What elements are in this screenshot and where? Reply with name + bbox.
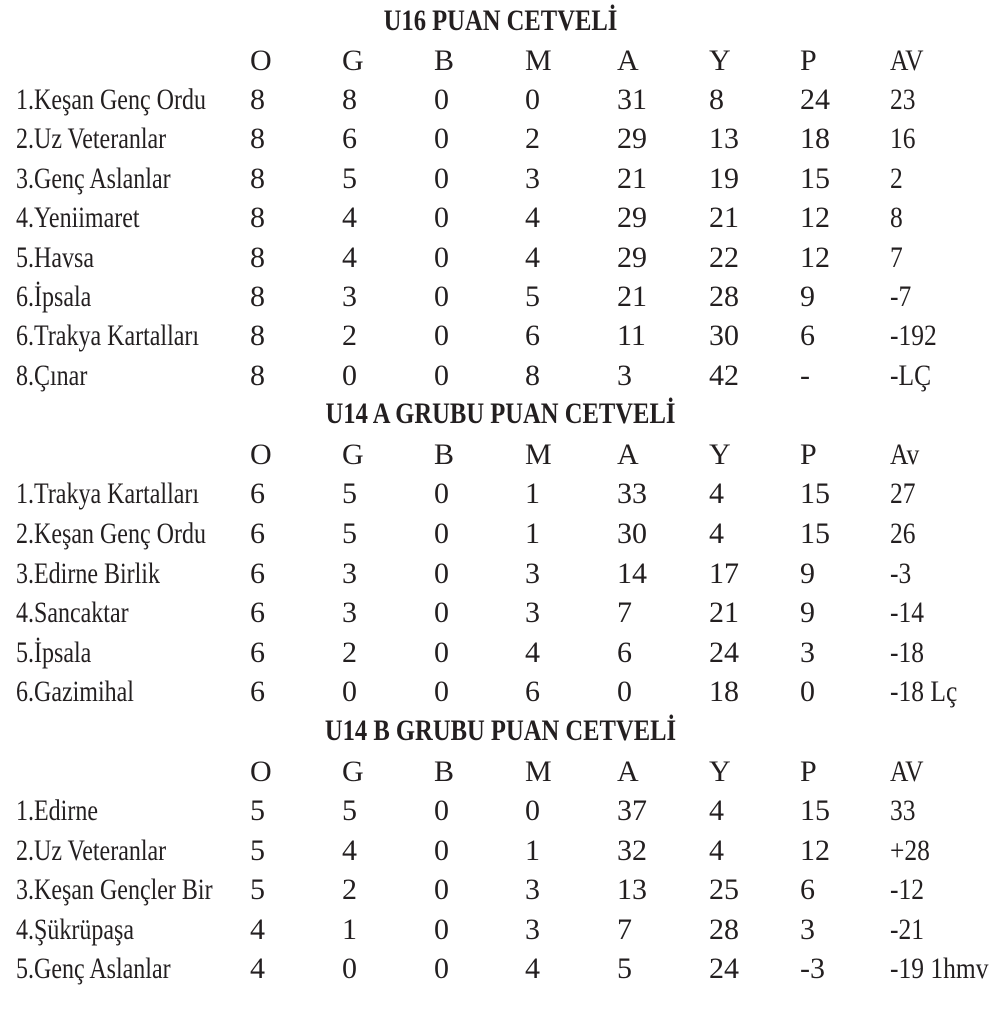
stat-cell: 4 xyxy=(250,952,265,985)
header-cell: M xyxy=(525,438,552,471)
stat-cell: - xyxy=(800,359,810,392)
stat-cell: 4 xyxy=(342,241,357,274)
team-name: 5.Havsa xyxy=(16,241,94,274)
stat-cell: 0 xyxy=(434,557,449,590)
stat-cell: -21 xyxy=(890,913,924,946)
stat-cell: 22 xyxy=(709,241,739,274)
header-cell: Y xyxy=(709,438,731,471)
stat-cell: 8 xyxy=(250,122,265,155)
stat-cell: -3 xyxy=(800,952,825,985)
stat-cell: 28 xyxy=(709,280,739,313)
stat-cell: 8 xyxy=(250,319,265,352)
stat-cell: 4 xyxy=(709,477,724,510)
stat-cell: 15 xyxy=(800,794,830,827)
header-cell: Y xyxy=(709,755,731,788)
stat-cell: 21 xyxy=(617,162,647,195)
stat-cell: -18 xyxy=(890,636,924,669)
stat-cell: 3 xyxy=(342,280,357,313)
stat-cell: 19 xyxy=(709,162,739,195)
stat-cell: 17 xyxy=(709,557,739,590)
table-row xyxy=(0,198,1001,238)
team-name: 3.Keşan Gençler Bir xyxy=(16,873,213,906)
stat-cell: 0 xyxy=(342,359,357,392)
header-cell: O xyxy=(250,44,272,77)
stat-cell: 9 xyxy=(800,280,815,313)
stat-cell: -18 Lç xyxy=(890,675,958,708)
stat-cell: 3 xyxy=(525,913,540,946)
table-row xyxy=(0,870,1001,910)
stat-cell: 14 xyxy=(617,557,647,590)
table-row xyxy=(0,316,1001,356)
team-name: 1.Edirne xyxy=(16,794,98,827)
stat-cell: 6 xyxy=(250,596,265,629)
stat-cell: 13 xyxy=(709,122,739,155)
table-row xyxy=(0,159,1001,199)
stat-cell: 6 xyxy=(525,675,540,708)
table-row xyxy=(0,910,1001,950)
stat-cell: 4 xyxy=(525,952,540,985)
stat-cell: 8 xyxy=(525,359,540,392)
stat-cell: 1 xyxy=(525,517,540,550)
header-cell: B xyxy=(434,44,455,77)
stat-cell: 5 xyxy=(342,517,357,550)
header-cell: Y xyxy=(709,44,731,77)
stat-cell: 9 xyxy=(800,596,815,629)
section-title: U14 B GRUBU PUAN CETVELİ xyxy=(324,714,677,747)
stat-cell: 0 xyxy=(434,873,449,906)
team-name: 5.Genç Aslanlar xyxy=(16,952,171,985)
table-row xyxy=(0,356,1001,396)
header-cell: P xyxy=(800,755,817,788)
header-cell: P xyxy=(800,44,817,77)
table-header-row xyxy=(0,435,1001,475)
stat-cell: 15 xyxy=(800,517,830,550)
stat-cell: 24 xyxy=(800,83,830,116)
stat-cell: 0 xyxy=(434,952,449,985)
stat-cell: 4 xyxy=(250,913,265,946)
stat-cell: 0 xyxy=(434,477,449,510)
team-name: 5.İpsala xyxy=(16,636,92,669)
stat-cell: 26 xyxy=(890,517,916,550)
header-cell: A xyxy=(617,755,639,788)
table-header-row xyxy=(0,752,1001,792)
stat-cell: 24 xyxy=(709,636,739,669)
team-name: 4.Yeniimaret xyxy=(16,201,140,234)
table-row xyxy=(0,949,1001,989)
header-cell: A xyxy=(617,44,639,77)
stat-cell: 9 xyxy=(800,557,815,590)
stat-cell: 3 xyxy=(525,557,540,590)
header-cell: G xyxy=(342,44,364,77)
stat-cell: 33 xyxy=(890,794,916,827)
stat-cell: 4 xyxy=(525,241,540,274)
stat-cell: 8 xyxy=(250,201,265,234)
stat-cell: 4 xyxy=(709,517,724,550)
header-cell: AV xyxy=(890,755,924,788)
stat-cell: 4 xyxy=(525,201,540,234)
stat-cell: 5 xyxy=(250,794,265,827)
stat-cell: 31 xyxy=(617,83,647,116)
stat-cell: 0 xyxy=(434,280,449,313)
stat-cell: 28 xyxy=(709,913,739,946)
stat-cell: 3 xyxy=(525,162,540,195)
stat-cell: 0 xyxy=(434,319,449,352)
stat-cell: 8 xyxy=(250,359,265,392)
header-cell: Av xyxy=(890,438,920,471)
stat-cell: 0 xyxy=(434,162,449,195)
stat-cell: 0 xyxy=(434,517,449,550)
stat-cell: -12 xyxy=(890,873,924,906)
stat-cell: 0 xyxy=(434,596,449,629)
stat-cell: 0 xyxy=(434,241,449,274)
stat-cell: 8 xyxy=(890,201,903,234)
stat-cell: 6 xyxy=(800,873,815,906)
team-name: 4.Sancaktar xyxy=(16,596,129,629)
table-row xyxy=(0,514,1001,554)
stat-cell: +28 xyxy=(890,834,930,867)
stat-cell: 6 xyxy=(525,319,540,352)
team-name: 8.Çınar xyxy=(16,359,88,392)
team-name: 1.Trakya Kartalları xyxy=(16,477,200,510)
stat-cell: 25 xyxy=(709,873,739,906)
stat-cell: 5 xyxy=(342,162,357,195)
stat-cell: 6 xyxy=(617,636,632,669)
team-name: 6.İpsala xyxy=(16,280,92,313)
stat-cell: -19 1hmv xyxy=(890,952,989,985)
stat-cell: 6 xyxy=(250,517,265,550)
stat-cell: 18 xyxy=(709,675,739,708)
stat-cell: 5 xyxy=(342,477,357,510)
stat-cell: 12 xyxy=(800,241,830,274)
team-name: 6.Gazimihal xyxy=(16,675,134,708)
stat-cell: 4 xyxy=(709,794,724,827)
table-row xyxy=(0,791,1001,831)
stat-cell: 0 xyxy=(434,675,449,708)
stat-cell: 0 xyxy=(800,675,815,708)
stat-cell: 15 xyxy=(800,162,830,195)
table-header-row xyxy=(0,41,1001,81)
team-name: 4.Şükrüpaşa xyxy=(16,913,134,946)
stat-cell: 3 xyxy=(800,913,815,946)
stat-cell: 4 xyxy=(342,834,357,867)
header-cell: G xyxy=(342,438,364,471)
stat-cell: 3 xyxy=(525,596,540,629)
header-cell: P xyxy=(800,438,817,471)
stat-cell: 2 xyxy=(890,162,903,195)
stat-cell: 2 xyxy=(342,873,357,906)
team-name: 3.Edirne Birlik xyxy=(16,557,160,590)
stat-cell: 6 xyxy=(250,477,265,510)
stat-cell: 4 xyxy=(525,636,540,669)
table-row xyxy=(0,831,1001,871)
table-row xyxy=(0,119,1001,159)
team-name: 3.Genç Aslanlar xyxy=(16,162,171,195)
stat-cell: 42 xyxy=(709,359,739,392)
stat-cell: 8 xyxy=(250,83,265,116)
stat-cell: -7 xyxy=(890,280,912,313)
stat-cell: 15 xyxy=(800,477,830,510)
stat-cell: 0 xyxy=(525,83,540,116)
stat-cell: 2 xyxy=(525,122,540,155)
stat-cell: 24 xyxy=(709,952,739,985)
stat-cell: 16 xyxy=(890,122,916,155)
header-cell: G xyxy=(342,755,364,788)
stat-cell: -14 xyxy=(890,596,924,629)
stat-cell: 18 xyxy=(800,122,830,155)
header-cell: A xyxy=(617,438,639,471)
header-cell: M xyxy=(525,44,552,77)
team-name: 2.Uz Veteranlar xyxy=(16,834,167,867)
stat-cell: 2 xyxy=(342,636,357,669)
stat-cell: 29 xyxy=(617,201,647,234)
stat-cell: 6 xyxy=(250,557,265,590)
header-cell: B xyxy=(434,438,455,471)
stat-cell: 8 xyxy=(709,83,724,116)
header-cell: M xyxy=(525,755,552,788)
stat-cell: 1 xyxy=(342,913,357,946)
stat-cell: 33 xyxy=(617,477,647,510)
stat-cell: 29 xyxy=(617,122,647,155)
team-name: 6.Trakya Kartalları xyxy=(16,319,200,352)
stat-cell: 21 xyxy=(709,596,739,629)
stat-cell: 0 xyxy=(342,675,357,708)
stat-cell: 0 xyxy=(525,794,540,827)
stat-cell: 5 xyxy=(617,952,632,985)
stat-cell: 4 xyxy=(709,834,724,867)
stat-cell: 13 xyxy=(617,873,647,906)
header-cell: AV xyxy=(890,44,924,77)
team-name: 1.Keşan Genç Ordu xyxy=(16,83,206,116)
table-row xyxy=(0,277,1001,317)
stat-cell: 30 xyxy=(617,517,647,550)
stat-cell: 3 xyxy=(525,873,540,906)
stat-cell: 37 xyxy=(617,794,647,827)
stat-cell: 23 xyxy=(890,83,916,116)
stat-cell: 6 xyxy=(800,319,815,352)
header-cell: O xyxy=(250,755,272,788)
stat-cell: 30 xyxy=(709,319,739,352)
stat-cell: 5 xyxy=(250,873,265,906)
stat-cell: 11 xyxy=(617,319,646,352)
stat-cell: 3 xyxy=(342,557,357,590)
stat-cell: 0 xyxy=(434,201,449,234)
stat-cell: 12 xyxy=(800,834,830,867)
team-name: 2.Uz Veteranlar xyxy=(16,122,167,155)
stat-cell: 0 xyxy=(434,359,449,392)
stat-cell: 0 xyxy=(434,122,449,155)
table-row xyxy=(0,474,1001,514)
stat-cell: 6 xyxy=(250,636,265,669)
stat-cell: 4 xyxy=(342,201,357,234)
table-row xyxy=(0,593,1001,633)
stat-cell: 21 xyxy=(617,280,647,313)
stat-cell: 7 xyxy=(617,596,632,629)
stat-cell: 0 xyxy=(617,675,632,708)
stat-cell: -LÇ xyxy=(890,359,932,392)
stat-cell: 7 xyxy=(617,913,632,946)
stat-cell: -3 xyxy=(890,557,912,590)
stat-cell: 5 xyxy=(250,834,265,867)
stat-cell: 0 xyxy=(434,794,449,827)
stat-cell: -192 xyxy=(890,319,937,352)
table-row xyxy=(0,672,1001,712)
stat-cell: 0 xyxy=(434,636,449,669)
stat-cell: 27 xyxy=(890,477,916,510)
stat-cell: 12 xyxy=(800,201,830,234)
stat-cell: 8 xyxy=(342,83,357,116)
stat-cell: 2 xyxy=(342,319,357,352)
stat-cell: 3 xyxy=(617,359,632,392)
table-row xyxy=(0,633,1001,673)
stat-cell: 1 xyxy=(525,834,540,867)
stat-cell: 0 xyxy=(434,83,449,116)
stat-cell: 7 xyxy=(890,241,903,274)
stat-cell: 0 xyxy=(434,834,449,867)
section-title: U14 A GRUBU PUAN CETVELİ xyxy=(325,397,676,430)
stat-cell: 29 xyxy=(617,241,647,274)
section-title: U16 PUAN CETVELİ xyxy=(383,4,618,37)
stat-cell: 0 xyxy=(342,952,357,985)
table-row xyxy=(0,554,1001,594)
stat-cell: 5 xyxy=(525,280,540,313)
stat-cell: 6 xyxy=(342,122,357,155)
team-name: 2.Keşan Genç Ordu xyxy=(16,517,206,550)
stat-cell: 1 xyxy=(525,477,540,510)
stat-cell: 8 xyxy=(250,162,265,195)
stat-cell: 8 xyxy=(250,241,265,274)
table-row xyxy=(0,80,1001,120)
stat-cell: 5 xyxy=(342,794,357,827)
table-row xyxy=(0,238,1001,278)
header-cell: O xyxy=(250,438,272,471)
stat-cell: 8 xyxy=(250,280,265,313)
header-cell: B xyxy=(434,755,455,788)
stat-cell: 3 xyxy=(800,636,815,669)
stat-cell: 21 xyxy=(709,201,739,234)
stat-cell: 0 xyxy=(434,913,449,946)
stat-cell: 32 xyxy=(617,834,647,867)
stat-cell: 3 xyxy=(342,596,357,629)
stat-cell: 6 xyxy=(250,675,265,708)
